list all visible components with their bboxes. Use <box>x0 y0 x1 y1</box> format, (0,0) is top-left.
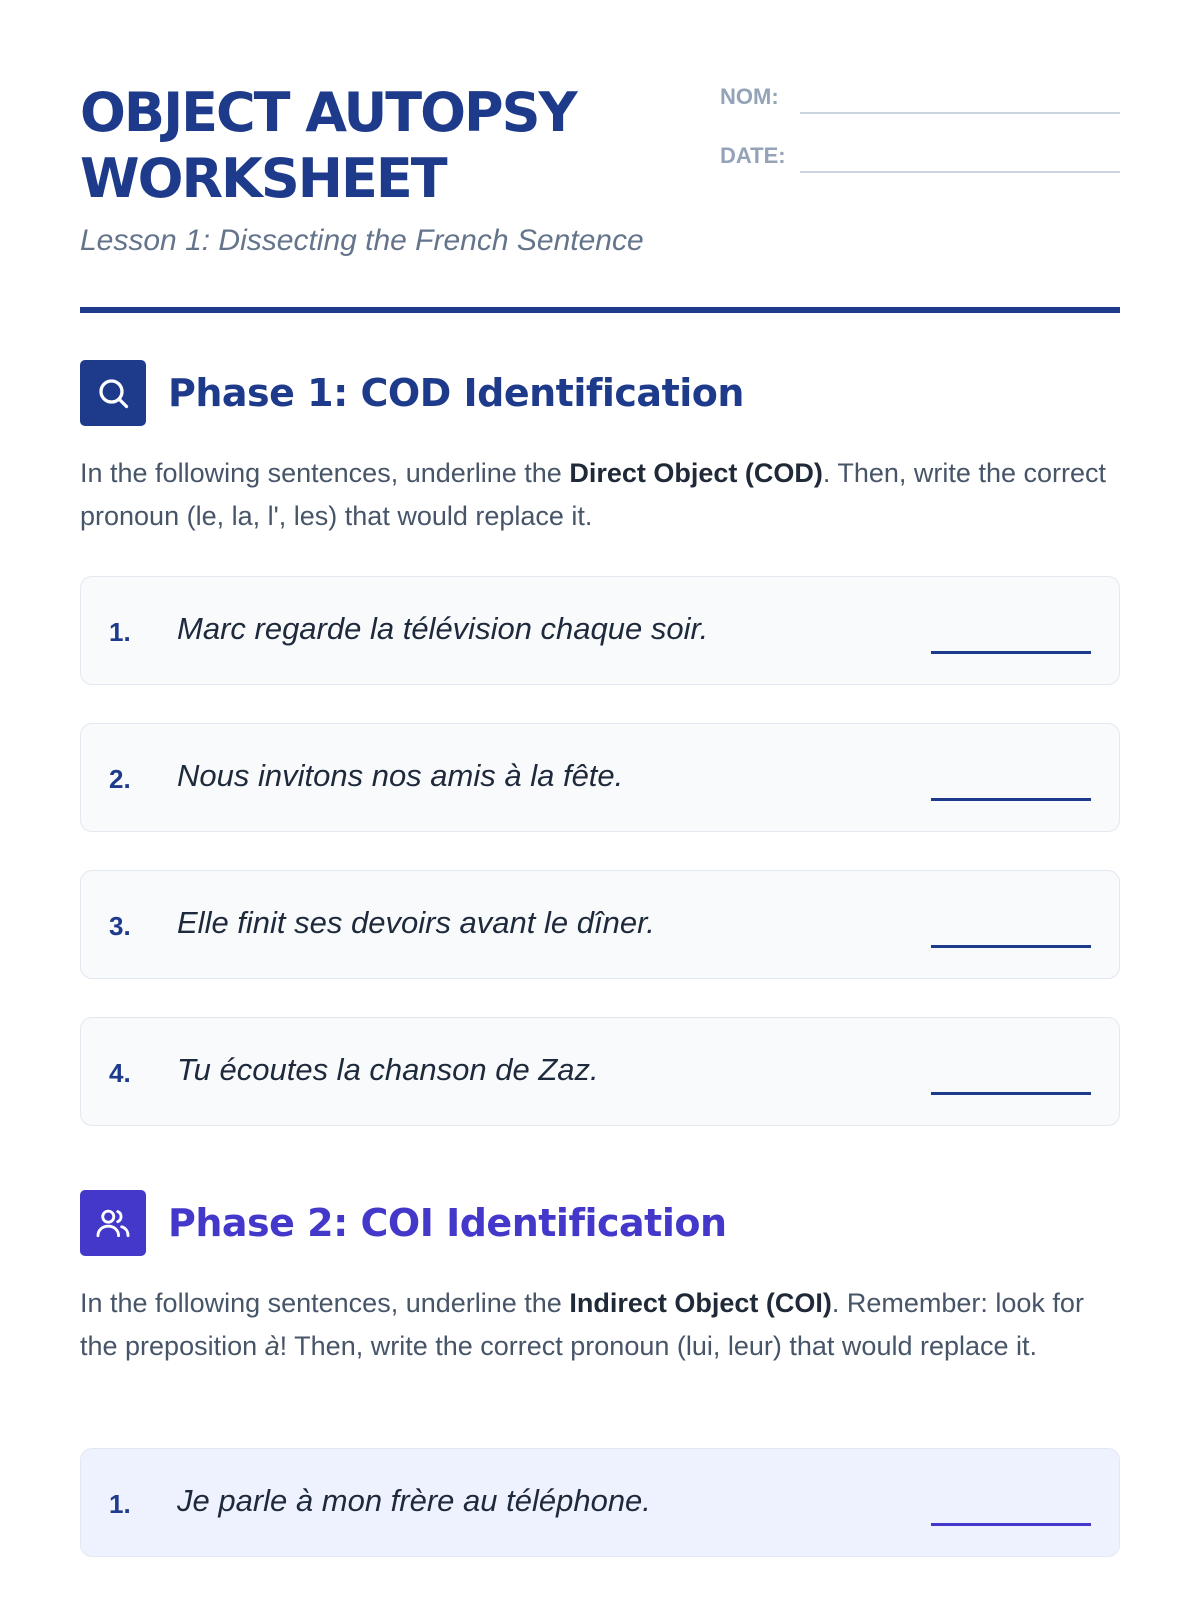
nom-label: NOM: <box>720 84 779 109</box>
item-number: 3. <box>109 911 131 941</box>
nom-field[interactable] <box>720 84 1120 110</box>
answer-blank[interactable] <box>931 1092 1091 1095</box>
phase1-instructions: In the following sentences, underline the Direct Object (COD). Then, write the correct pronoun (le, la, l', les) that would replace it. <box>80 458 1106 531</box>
item-sentence: Je parle à mon frère au téléphone. <box>177 1483 651 1518</box>
phase1-item-4 <box>80 1017 1120 1126</box>
date-label: DATE: <box>720 143 786 168</box>
phase2-title: Phase 2: COI Identification <box>168 1201 727 1245</box>
item-number: 1. <box>109 1489 131 1519</box>
item-sentence: Nous invitons nos amis à la fête. <box>177 758 624 793</box>
phase1-item-2 <box>80 723 1120 832</box>
item-number: 1. <box>109 617 131 647</box>
item-sentence: Tu écoutes la chanson de Zaz. <box>177 1052 599 1087</box>
item-sentence: Elle finit ses devoirs avant le dîner. <box>177 905 655 940</box>
item-sentence: Marc regarde la télévision chaque soir. <box>177 611 709 646</box>
answer-blank[interactable] <box>931 945 1091 948</box>
search-icon <box>80 360 146 426</box>
phase2-instructions: In the following sentences, underline the Indirect Object (COI). Remember: look for the preposition à! Then, write the correct pronoun (lui, leur) that would replace it. <box>80 1288 1084 1361</box>
preposition-emphasis: à <box>264 1331 280 1361</box>
nom-line[interactable] <box>800 112 1120 114</box>
worksheet-page <box>80 0 1120 1600</box>
item-number: 2. <box>109 764 131 794</box>
worksheet-title: OBJECT AUTOPSY WORKSHEET <box>80 81 576 210</box>
answer-blank[interactable] <box>931 798 1091 801</box>
date-line[interactable] <box>800 171 1120 173</box>
phase1-header <box>80 360 744 426</box>
phase2-instruction-bold: Indirect Object (COI) <box>569 1288 832 1318</box>
header-divider <box>80 307 1120 313</box>
item-number: 4. <box>109 1058 131 1088</box>
phase2-item-1 <box>80 1448 1120 1557</box>
phase1-instruction-bold: Direct Object (COD) <box>569 458 823 488</box>
phase2-header <box>80 1190 727 1256</box>
date-field[interactable] <box>720 143 1120 169</box>
phase1-item-3 <box>80 870 1120 979</box>
answer-blank[interactable] <box>931 1523 1091 1526</box>
phase1-item-1 <box>80 576 1120 685</box>
lesson-subtitle: Lesson 1: Dissecting the French Sentence <box>80 224 644 257</box>
answer-blank[interactable] <box>931 651 1091 654</box>
users-icon <box>80 1190 146 1256</box>
phase1-title: Phase 1: COD Identification <box>168 371 744 415</box>
